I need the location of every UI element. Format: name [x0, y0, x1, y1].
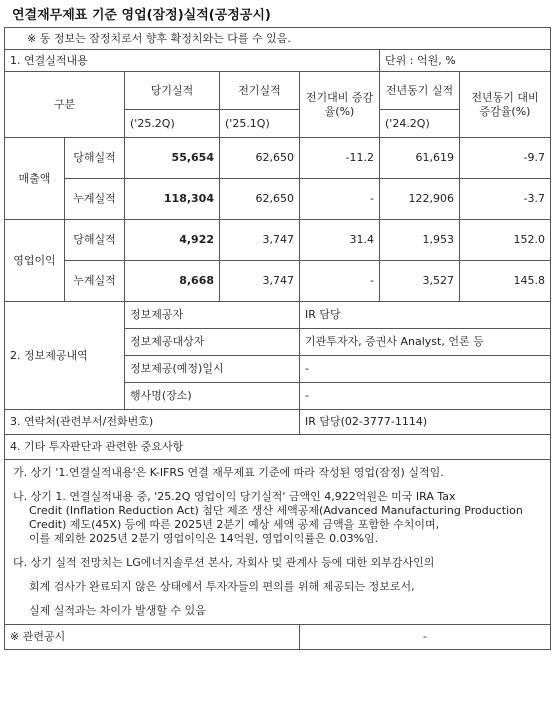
row-label: 누계실적: [65, 261, 125, 302]
row-label: 당해실적: [65, 220, 125, 261]
qoq-value: -: [300, 261, 380, 302]
previous-value: 3,747: [220, 220, 300, 261]
header-yoy: 전년동기 대비 증감율(%): [460, 72, 551, 138]
info-key: 행사명(장소): [125, 383, 300, 410]
note-b-line: Credit) 제도(45X) 등에 따른 2025년 2분기 예상 세액 공제 금액을 포함한 수치이며,: [29, 518, 440, 531]
notes-row: [5, 460, 551, 625]
qoq-value: -11.2: [300, 138, 380, 179]
header-previous-period: ('25.1Q): [220, 110, 300, 138]
group-label-revenue: 매출액: [5, 138, 65, 220]
header-yoy-period-label: 전년동기 실적: [380, 72, 460, 110]
group-label-operating-profit: 영업이익: [5, 220, 65, 302]
yoy-base-value: 3,527: [380, 261, 460, 302]
section1-row: [5, 50, 551, 72]
section1-label: 1. 연결실적내용: [5, 50, 380, 72]
section4-row: [5, 435, 551, 460]
previous-value: 3,747: [220, 261, 300, 302]
note-c-line: 실제 실적과는 차이가 발생할 수 있음: [29, 604, 206, 617]
section2-label: 2. 정보제공내역: [5, 302, 125, 410]
related-value: -: [300, 625, 551, 650]
info-key: 정보제공자: [125, 302, 300, 329]
current-value: 4,922: [125, 220, 220, 261]
current-value: 8,668: [125, 261, 220, 302]
header-qoq: 전기대비 증감율(%): [300, 72, 380, 138]
note-c-line: 다. 상기 실적 전망치는 LG에너지솔루션 본사, 자회사 및 관계사 등에 대한 외부감사인의: [13, 556, 435, 569]
row-label: 당해실적: [65, 138, 125, 179]
info-key: 정보제공대상자: [125, 329, 300, 356]
row-label: 누계실적: [65, 179, 125, 220]
section4-label: 4. 기타 투자판단과 관련한 중요사항: [5, 435, 551, 460]
header-current-period: ('25.2Q): [125, 110, 220, 138]
table-row: [5, 179, 551, 220]
header-yoy-period: ('24.2Q): [380, 110, 460, 138]
previous-value: 62,650: [220, 179, 300, 220]
info-value: 기관투자자, 증권사 Analyst, 언론 등: [300, 329, 551, 356]
notice-row: [5, 28, 551, 50]
contact-value: IR 담당(02-3777-1114): [300, 410, 551, 435]
info-value: -: [300, 356, 551, 383]
current-value: 55,654: [125, 138, 220, 179]
note-b-line: 나. 상기 1. 연결실적내용 중, '25.2Q 영업이익 당기실적' 금액인 4,922억원은 미국 IRA Tax: [13, 490, 456, 503]
note-b-line: Credit (Inflation Reduction Act) 첨단 제조 생산 세액공제(Advanced Manufacturing Production: [29, 504, 523, 517]
yoy-base-value: 122,906: [380, 179, 460, 220]
info-value: IR 담당: [300, 302, 551, 329]
unit-label: 단위 : 억원, %: [380, 50, 551, 72]
current-value: 118,304: [125, 179, 220, 220]
yoy-base-value: 61,619: [380, 138, 460, 179]
notice-text: ※ 동 정보는 잠정치로서 향후 확정치와는 다를 수 있음.: [5, 28, 551, 50]
yoy-value: -3.7: [460, 179, 551, 220]
yoy-value: 145.8: [460, 261, 551, 302]
note-c: [13, 556, 542, 618]
yoy-base-value: 1,953: [380, 220, 460, 261]
table-row: [5, 261, 551, 302]
notes-cell: [5, 460, 551, 625]
contact-row: [5, 410, 551, 435]
note-c-line: 회계 검사가 완료되지 않은 상태에서 투자자들의 편의를 위해 제공되는 정보로서,: [29, 580, 415, 593]
disclosure-table: [4, 27, 551, 650]
yoy-value: -9.7: [460, 138, 551, 179]
info-key: 정보제공(예정)일시: [125, 356, 300, 383]
table-row: [5, 220, 551, 261]
note-b: [13, 490, 542, 546]
note-a: [13, 466, 542, 480]
page-title: 연결재무제표 기준 영업(잠정)실적(공정공시): [12, 8, 271, 23]
previous-value: 62,650: [220, 138, 300, 179]
header-row-1: [5, 72, 551, 110]
related-row: [5, 625, 551, 650]
info-value: -: [300, 383, 551, 410]
note-a-text: 가. 상기 '1.연결실적내용'은 K-IFRS 연결 재무제표 기준에 따라 작성된 영업(잠정) 실적임.: [13, 466, 444, 479]
info-row: [5, 302, 551, 329]
header-current: 당기실적: [125, 72, 220, 110]
qoq-value: -: [300, 179, 380, 220]
yoy-value: 152.0: [460, 220, 551, 261]
table-row: [5, 138, 551, 179]
related-label: ※ 관련공시: [5, 625, 300, 650]
section3-label: 3. 연락처(관련부서/전화번호): [5, 410, 300, 435]
note-b-line: 이를 제외한 2025년 2분기 영업이익은 14억원, 영업이익률은 0.03%임.: [29, 532, 379, 545]
qoq-value: 31.4: [300, 220, 380, 261]
header-category: 구분: [5, 72, 125, 138]
header-previous: 전기실적: [220, 72, 300, 110]
